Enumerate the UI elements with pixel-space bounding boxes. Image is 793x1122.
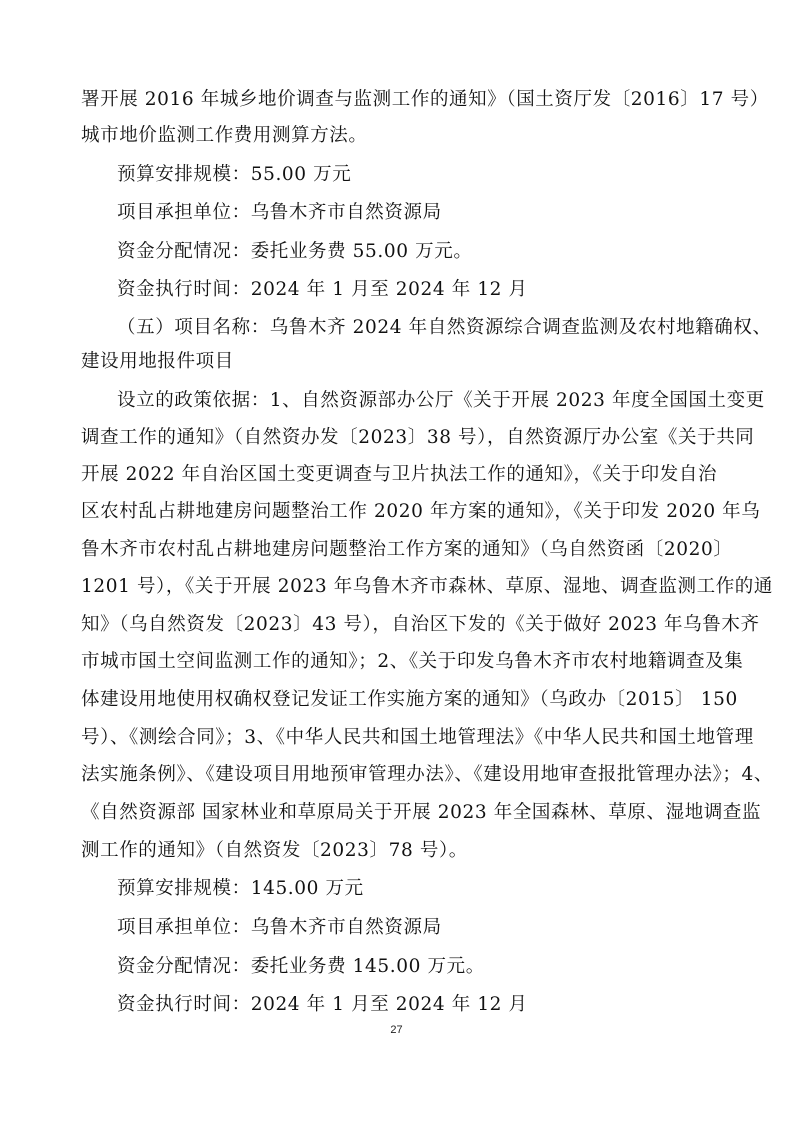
- execution-time-line: 资金执行时间：2024 年 1 月至 2024 年 12 月: [117, 994, 528, 1015]
- project-unit-line: 项目承担单位：乌鲁木齐市自然资源局: [117, 202, 442, 223]
- fund-allocation-line: 资金分配情况：委托业务费 145.00 万元。: [117, 956, 485, 977]
- policy-basis-line: 区农村乱占耕地建房问题整治工作 2020 年方案的通知》，《关于印发 2020 年乌: [81, 501, 761, 522]
- policy-basis-line: 鲁木齐市农村乱占耕地建房问题整治工作方案的通知》（乌自然资函〔2020〕: [81, 539, 733, 560]
- policy-basis-line: 体建设用地使用权确权登记发证工作实施方案的通知》（乌政办〔2015〕 150: [81, 689, 738, 710]
- policy-basis-line: 测工作的通知》（自然资发〔2023〕78 号）。: [81, 840, 468, 861]
- policy-basis-line: 开展 2022 年自治区国土变更调查与卫片执法工作的通知》，《关于印发自治: [81, 464, 718, 485]
- body-text-line: 城市地价监测工作费用测算方法。: [81, 125, 368, 146]
- body-text-line: 署开展 2016 年城乡地价调查与监测工作的通知》（国土资厅发〔2016〕17 号）: [81, 89, 769, 110]
- section-heading-line: （五）项目名称：乌鲁木齐 2024 年自然资源综合调查监测及农村地籍确权、: [117, 317, 772, 338]
- fund-allocation-line: 资金分配情况：委托业务费 55.00 万元。: [117, 241, 473, 262]
- budget-scale-line: 预算安排规模：55.00 万元: [117, 164, 352, 185]
- budget-scale-line: 预算安排规模：145.00 万元: [117, 878, 364, 899]
- page-number: 27: [390, 1024, 403, 1036]
- policy-basis-line: 号）、《测绘合同》；3、《中华人民共和国土地管理法》《中华人民共和国土地管理: [81, 727, 754, 748]
- policy-basis-line: 调查工作的通知》（自然资办发〔2023〕38 号），自然资源厅办公室《关于共同: [81, 427, 755, 448]
- policy-basis-line: 市城市国土空间监测工作的通知》；2、《关于印发乌鲁木齐市农村地籍调查及集: [81, 651, 744, 672]
- execution-time-line: 资金执行时间：2024 年 1 月至 2024 年 12 月: [117, 279, 528, 300]
- policy-basis-line: 知》（乌自然资发〔2023〕43 号），自治区下发的《关于做好 2023 年乌鲁木齐: [81, 614, 760, 635]
- policy-basis-line: 1201 号），《关于开展 2023 年乌鲁木齐市森林、草原、湿地、调查监测工作的通: [81, 576, 774, 597]
- policy-basis-line: 设立的政策依据：1、自然资源部办公厅《关于开展 2023 年度全国国土变更: [117, 390, 765, 411]
- policy-basis-line: 《自然资源部 国家林业和草原局关于开展 2023 年全国森林、草原、湿地调查监: [81, 802, 762, 823]
- project-unit-line: 项目承担单位：乌鲁木齐市自然资源局: [117, 917, 442, 938]
- policy-basis-line: 法实施条例》、《建设项目用地预审管理办法》、《建设用地审查报批管理办法》；4、: [81, 764, 773, 785]
- section-heading-continuation: 建设用地报件项目: [81, 351, 234, 372]
